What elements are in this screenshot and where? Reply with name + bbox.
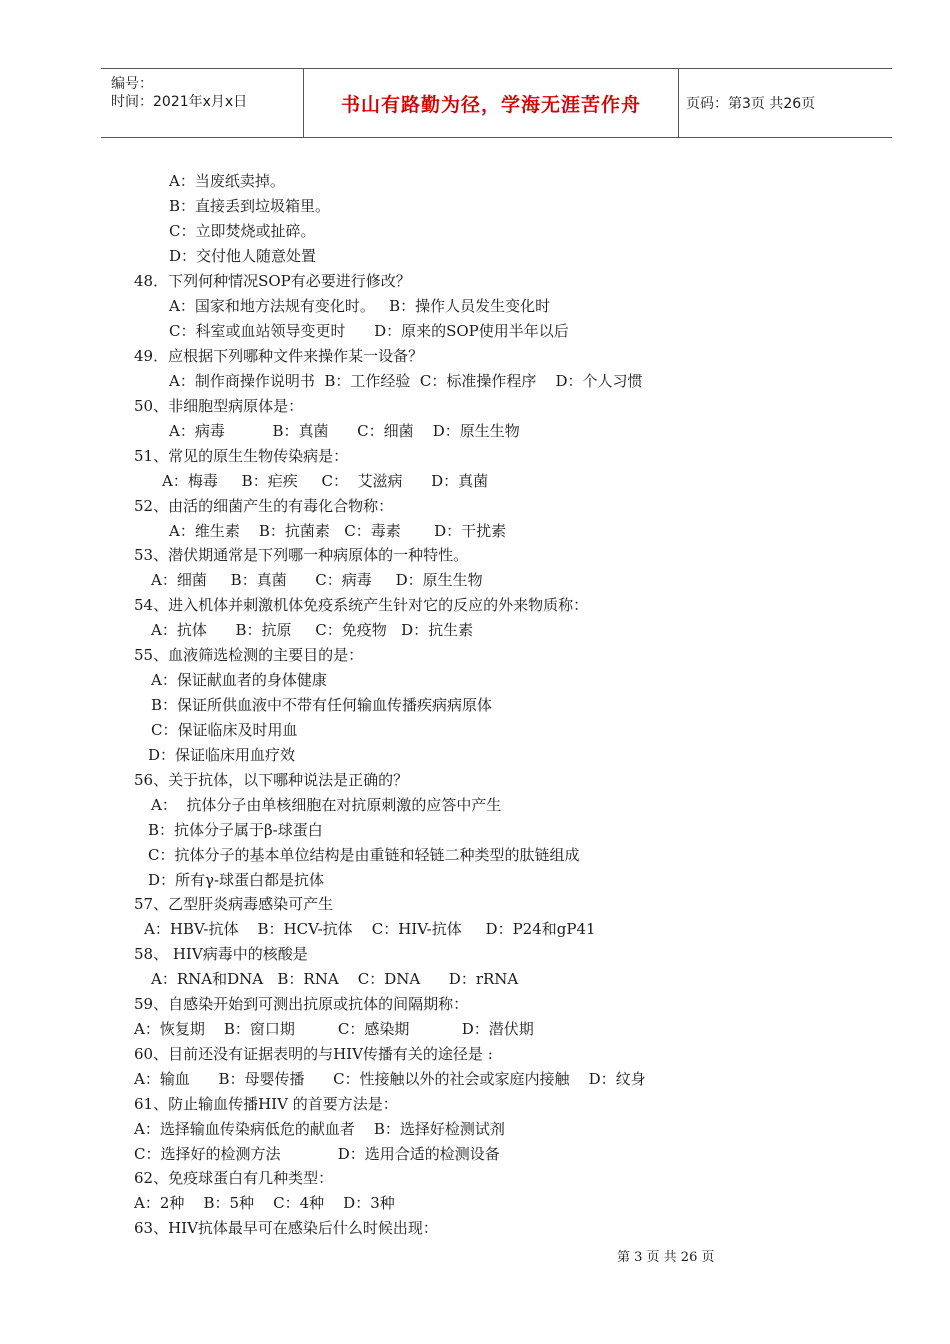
- page-footer: 第 3 页 共 26 页: [617, 1250, 715, 1265]
- option-line: C：立即焚烧或扯碎。: [169, 222, 316, 240]
- option-line: C：科室或血站领导变更时 D：原来的SOP使用半年以后: [169, 322, 569, 340]
- option-line: C：选择好的检测方法 D：选用合适的检测设备: [134, 1145, 500, 1163]
- option-line: C：抗体分子的基本单位结构是由重链和轻链二种类型的肽链组成: [148, 846, 580, 864]
- option-line: C：保证临床及时用血: [151, 721, 298, 739]
- question-line: 61、防止输血传播HIV 的首要方法是：: [134, 1095, 398, 1113]
- question-line: 58、 HIV病毒中的核酸是: [134, 945, 308, 963]
- option-line: A： 抗体分子由单核细胞在对抗原刺激的应答中产生: [151, 796, 502, 814]
- question-line: 56、关于抗体，以下哪种说法是正确的？: [134, 771, 409, 789]
- option-line: A：选择输血传染病低危的献血者 B：选择好检测试剂: [134, 1120, 505, 1138]
- header-page-number: 页码：第3页 共26页: [686, 96, 816, 112]
- option-line: A：恢复期 B：窗口期 C：感染期 D：潜伏期: [134, 1020, 534, 1038]
- option-line: A：梅毒 B：疟疾 C： 艾滋病 D：真菌: [162, 472, 489, 490]
- option-line: D：保证临床用血疗效: [148, 746, 296, 764]
- question-line: 51、常见的原生生物传染病是：: [134, 447, 349, 465]
- option-line: D：所有γ-球蛋白都是抗体: [148, 871, 325, 889]
- question-line: 49．应根据下列哪种文件来操作某一设备？: [134, 347, 424, 365]
- option-line: D：交付他人随意处置: [169, 247, 317, 265]
- option-line: A：病毒 B：真菌 C：细菌 D：原生生物: [169, 422, 520, 440]
- document-number: 编号：: [111, 76, 153, 92]
- option-line: A：2种 B：5种 C：4种 D：3种: [134, 1194, 395, 1212]
- question-line: 60、目前还没有证据表明的与HIV传播有关的途径是 :: [134, 1045, 493, 1063]
- option-line: A：维生素 B：抗菌素 C：毒素 D：干扰素: [169, 522, 507, 540]
- option-line: A：HBV-抗体 B：HCV-抗体 C：HIV-抗体 D：P24和gP41: [144, 920, 596, 938]
- option-line: B：直接丢到垃圾箱里。: [169, 197, 331, 215]
- question-line: 54、进入机体并刺激机体免疫系统产生针对它的反应的外来物质称：: [134, 596, 589, 614]
- option-line: A：国家和地方法规有变化时。 B：操作人员发生变化时: [169, 297, 551, 315]
- option-line: A：当废纸卖掉。: [169, 172, 285, 190]
- header-motto: 书山有路勤为径，学海无涯苦作舟: [340, 93, 641, 116]
- question-line: 62、免疫球蛋白有几种类型：: [134, 1169, 334, 1187]
- question-line: 48．下列何种情况SOP有必要进行修改？: [134, 272, 411, 290]
- question-line: 53、潜伏期通常是下列哪一种病原体的一种特性。: [134, 546, 469, 564]
- option-line: B：保证所供血液中不带有任何输血传播疾病病原体: [151, 696, 493, 714]
- option-line: A：保证献血者的身体健康: [151, 671, 327, 689]
- option-line: A：制作商操作说明书 B：工作经验 C：标准操作程序 D：个人习惯: [169, 372, 643, 390]
- question-line: 63、HIV抗体最早可在感染后什么时候出现：: [134, 1219, 438, 1237]
- question-line: 55、血液筛选检测的主要目的是：: [134, 646, 364, 664]
- option-line: A：输血 B：母婴传播 C：性接触以外的社会或家庭内接触 D：纹身: [134, 1070, 646, 1088]
- document-date: 时间：2021年x月x日: [111, 94, 248, 110]
- question-line: 50、非细胞型病原体是：: [134, 397, 304, 415]
- option-line: A：细菌 B：真菌 C：病毒 D：原生生物: [151, 571, 483, 589]
- option-line: B：抗体分子属于β-球蛋白: [148, 821, 323, 839]
- question-line: 59、自感染开始到可测出抗原或抗体的间隔期称：: [134, 995, 469, 1013]
- question-line: 52、由活的细菌产生的有毒化合物称：: [134, 497, 394, 515]
- question-line: 57、乙型肝炎病毒感染可产生: [134, 895, 334, 913]
- option-line: A：抗体 B：抗原 C：免疫物 D：抗生素: [151, 621, 474, 639]
- option-line: A：RNA和DNA B：RNA C：DNA D：rRNA: [151, 970, 519, 988]
